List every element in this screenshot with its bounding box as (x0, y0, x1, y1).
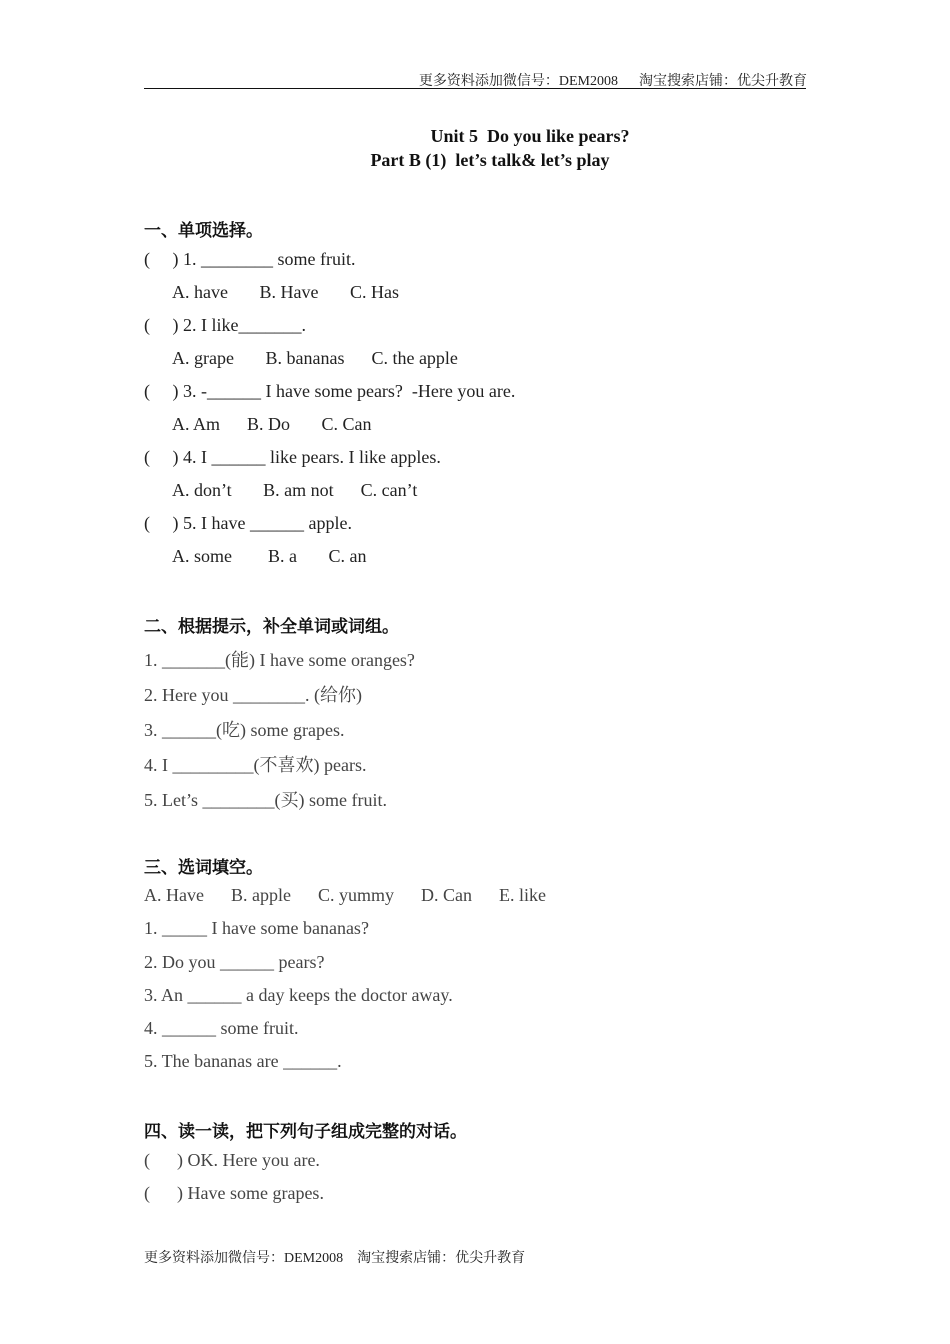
blank-item: 1. _____ I have some bananas? (144, 918, 369, 938)
fill-item: 2. Here you ________. (给你) (144, 685, 362, 705)
page-header: 更多资料添加微信号：DEM2008 淘宝搜索店铺：优尖升教育 (418, 74, 807, 89)
question-1: ( ) 1. ________ some fruit. (144, 249, 356, 269)
question-3-options: A. Am B. Do C. Can (172, 414, 372, 434)
unit-title: Unit 5 Do you like pears? (430, 126, 630, 146)
section2-heading: 二、根据提示，补全单词或词组。 (144, 617, 399, 637)
blank-item: 4. ______ some fruit. (144, 1018, 299, 1038)
blank-item: 2. Do you ______ pears? (144, 952, 325, 972)
question-1-options: A. have B. Have C. Has (172, 282, 399, 302)
question-2-options: A. grape B. bananas C. the apple (172, 348, 458, 368)
question-3: ( ) 3. -______ I have some pears? -Here you are. (144, 381, 516, 401)
section4-heading: 四、读一读，把下列句子组成完整的对话。 (144, 1122, 467, 1142)
blank-item: 5. The bananas are ______. (144, 1051, 342, 1071)
fill-item: 1. _______(能) I have some oranges? (144, 650, 415, 670)
part-title: Part B (1) let’s talk& let’s play (370, 150, 610, 170)
word-bank: A. Have B. apple C. yummy D. Can E. like (144, 885, 546, 905)
dialogue-item: ( ) Have some grapes. (144, 1183, 324, 1203)
header-divider (144, 88, 806, 89)
question-4: ( ) 4. I ______ like pears. I like apples. (144, 447, 441, 467)
section3-heading: 三、选词填空。 (144, 858, 263, 878)
fill-item: 4. I _________(不喜欢) pears. (144, 755, 367, 775)
section1-heading: 一、单项选择。 (144, 221, 263, 241)
fill-item: 3. ______(吃) some grapes. (144, 720, 345, 740)
dialogue-item: ( ) OK. Here you are. (144, 1150, 320, 1170)
question-4-options: A. don’t B. am not C. can’t (172, 480, 418, 500)
question-2: ( ) 2. I like_______. (144, 315, 306, 335)
fill-item: 5. Let’s ________(买) some fruit. (144, 790, 387, 810)
question-5: ( ) 5. I have ______ apple. (144, 513, 352, 533)
question-5-options: A. some B. a C. an (172, 546, 367, 566)
page-footer: 更多资料添加微信号：DEM2008 淘宝搜索店铺：优尖升教育 (144, 1251, 526, 1266)
blank-item: 3. An ______ a day keeps the doctor away. (144, 985, 453, 1005)
